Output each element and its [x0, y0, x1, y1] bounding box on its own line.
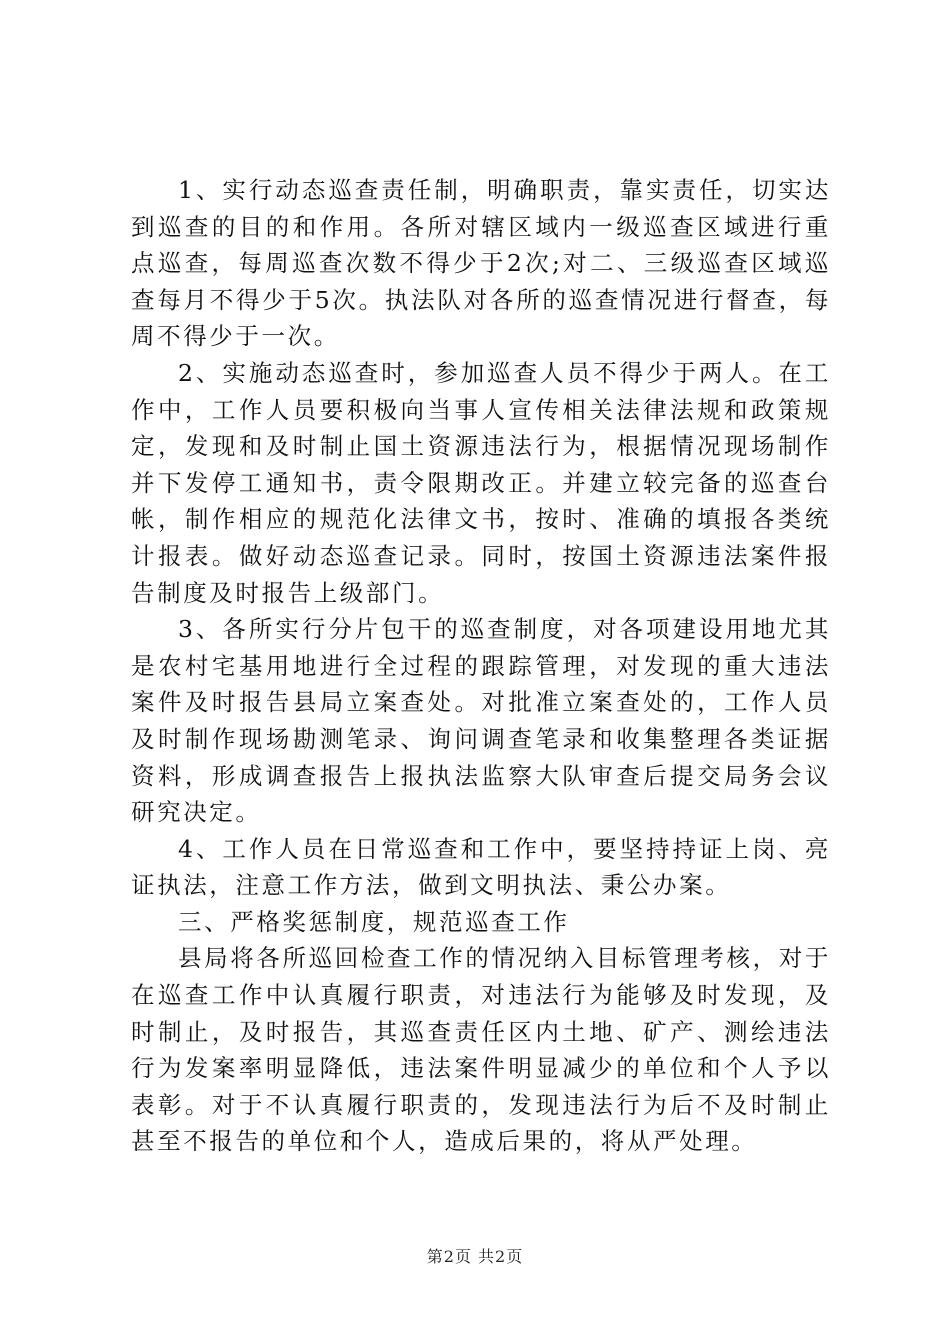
page-footer: 第2页 共2页: [426, 1247, 524, 1266]
paragraph-item-1: 1、实行动态巡查责任制，明确职责，靠实责任，切实达到巡查的目的和作用。各所对辖区域内一级巡查区域进行重点巡查，每周巡查次数不得少于2次;对二、三级巡查区域巡查每月不得少于5次。执法队对各所的巡查情况进行督查，每周不得少于一次。: [131, 176, 831, 351]
paragraph-item-3: 3、各所实行分片包干的巡查制度，对各项建设用地尤其是农村宅基用地进行全过程的跟踪管理，对发现的重大违法案件及时报告县局立案查处。对批准立案查处的，工作人员及时制作现场勘测笔录、询问调查笔录和收集整理各类证据资料，形成调查报告上报执法监察大队审查后提交局务会议研究决定。: [131, 615, 831, 827]
paragraph-item-2: 2、实施动态巡查时，参加巡查人员不得少于两人。在工作中，工作人员要积极向当事人宣传相关法律法规和政策规定，发现和及时制止国土资源违法行为，根据情况现场制作并下发停工通知书，责令限期改正。并建立较完备的巡查台帐，制作相应的规范化法律文书，按时、准确的填报各类统计报表。做好动态巡查记录。同时，按国土资源违法案件报告制度及时报告上级部门。: [131, 358, 831, 607]
section-heading: 三、严格奖惩制度，规范巡查工作: [178, 907, 570, 936]
document-body: [131, 172, 831, 1160]
paragraph-item-4: 4、工作人员在日常巡查和工作中，要坚持持证上岗、亮证执法，注意工作方法，做到文明执法、秉公办案。: [131, 834, 831, 900]
paragraph-section-body: 县局将各所巡回检查工作的情况纳入目标管理考核，对于在巡查工作中认真履行职责，对违法行为能够及时发现，及时制止，及时报告，其巡查责任区内土地、矿产、测绘违法行为发案率明显降低，违法案件明显减少的单位和个人予以表彰。对于不认真履行职责的，发现违法行为后不及时制止甚至不报告的单位和个人，造成后果的，将从严处理。: [131, 944, 831, 1156]
